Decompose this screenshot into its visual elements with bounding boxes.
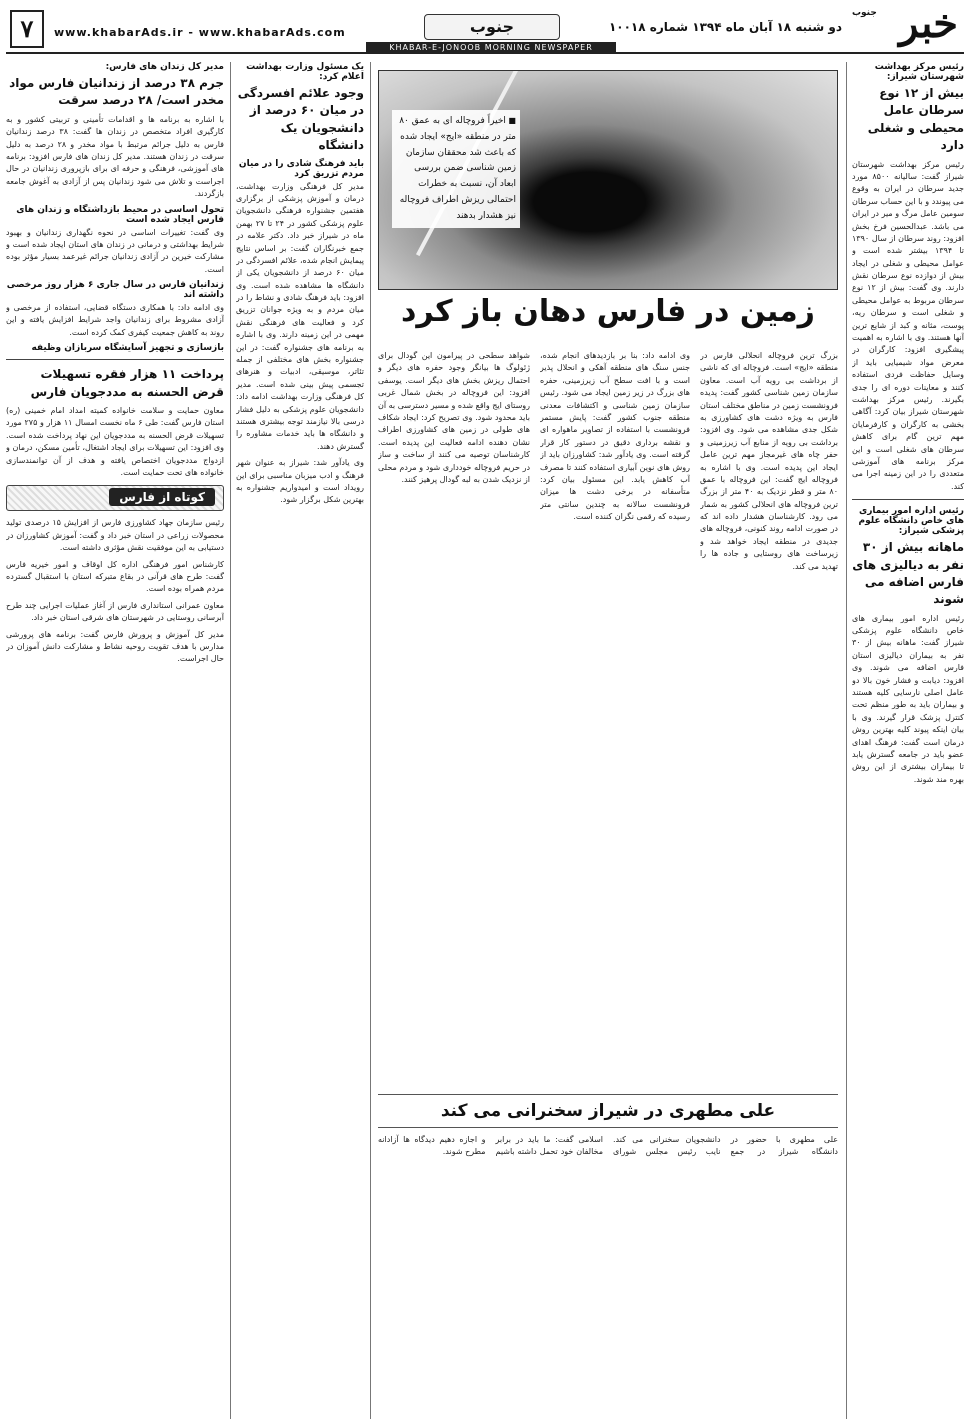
lead-body: شواهد سطحی در پیرامون این گودال برای ژئولوگ ها بیانگر وجود حفره های دیگر و احتمال ریزش بخش های دیگر است. یوسفی افزود: این فروچاله در بخش شمال غربی روستای ایج واقع شده و مسیر دسترسی به آن باید محدود شود. وی تصریح کرد: ایجاد شکاف های طولی در زمین های کشاورزی اطراف نشان دهنده ادامه فعالیت این پدیده است. کارشناسان توصیه می کنند از ساخت و ساز در حریم فروچاله خودداری شود و مردم محلی از نزدیک شدن به لبه گودال پرهیز کنند. bbox=[378, 351, 530, 484]
article-subhead: بازسازی و تجهیز آسایشگاه سربازان وظیفه bbox=[31, 343, 224, 354]
article-deck: باید فرهنگ شادی را در میان مردم تزریق کرد bbox=[238, 158, 364, 179]
article-body: علی مطهری با حضور در دانشگاه شیراز در جمع دانشجویان سخنرانی می کند. نایب رئیس مجلس شورای اسلامی گفت: ما باید در برابر مخالفان خود تحمل داشته باشیم و اجازه دهیم دیدگاه ها آزادانه مطرح شوند. bbox=[378, 1135, 838, 1157]
article-body: وی یادآور شد: شیراز به عنوان شهر فرهنگ و ادب میزبان مناسبی برای این رویداد است و امیدواریم جشنواره به بهترین شکل برگزار شود. bbox=[236, 458, 364, 505]
divider bbox=[6, 359, 224, 360]
article-kicker: یک مسئول وزارت بهداشت اعلام کرد: bbox=[246, 62, 364, 82]
divider bbox=[852, 499, 964, 500]
lead-column bbox=[378, 1134, 838, 1420]
article-subhead: زندانیان فارس در سال جاری ۶ هزار روز مرخصی داشته اند bbox=[6, 280, 224, 301]
photo-caption: ■ اخیراً فروچاله ای به عمق ۸۰ متر در منطقه «ایج» ایجاد شده که باعث شد محققان سازمان زمین شناسی ضمن بررسی ابعاد آن، نسبت به خطرات احتمالی ریزش اطراف فروچاله نیز هشدار بدهند bbox=[392, 110, 520, 228]
briefs-title: کوتاه از فارس bbox=[109, 488, 215, 506]
article-kicker: رئیس مرکز بهداشت شهرستان شیراز: bbox=[874, 62, 964, 82]
article-kicker: مدیر کل زندان های فارس: bbox=[105, 62, 224, 72]
logo-text: خبر bbox=[899, 0, 958, 47]
brief-item: کارشناس امور فرهنگی اداره کل اوقاف و امور خیریه فارس گفت: طرح های قرآنی در بقاع متبرکه استان با استقبال گسترده مردم همراه بوده است. bbox=[6, 559, 224, 594]
column-rule bbox=[230, 62, 231, 1419]
article-body: رئیس اداره امور بیماری های خاص دانشگاه علوم پزشکی شیراز گفت: ماهانه بیش از ۳۰ نفر به بیماران دیالیزی استان فارس اضافه می شوند. وی افزود: دیابت و فشار خون بالا دو عامل اصلی نارسایی کلیه هستند و بیماران باید به طور منظم تحت کنترل پزشک قرار گیرند. وی با بیان اینکه پیوند کلیه بهترین روش درمان است گفت: فرهنگ اهدای عضو باید در جامعه گسترش یابد تا بیماران بیشتری از این روش بهره مند شوند. bbox=[852, 613, 964, 784]
brief-item: رئیس سازمان جهاد کشاورزی فارس از افزایش ۱۵ درصدی تولید محصولات زراعی در استان خبر داد و گفت: آموزش کشاورزان در دستیابی به این موفقیت نقش مؤثری داشته است. bbox=[6, 518, 224, 553]
english-banner: KHABAR-E-JONOOB MORNING NEWSPAPER bbox=[366, 42, 616, 54]
column-rule bbox=[370, 62, 371, 1419]
article-body: رئیس مرکز بهداشت شهرستان شیراز گفت: سالیانه ۸۵۰۰ مورد جدید سرطان در ایران به وقوع می پیوندد و با این حساب سرطان سومین عامل مرگ و میر در ایران می باشد. عبدالحسین فرخ بخش افزود: روند سرطان از سال ۱۳۹۰ تا ۱۳۹۴ بیشتر شده است و عوامل محیطی و شغلی در ایجاد بیش از دوازده نوع سرطان نقش دارند. وی گفت: بیش از ۱۲ نوع سرطان مربوط به عوامل محیطی و شغلی است و سرطان ریه، پوست، مثانه و کبد از شایع ترین آنها هستند. وی با اشاره به اهمیت پیشگیری افزود: کارگران در معرض مواد شیمیایی باید از وسایل حفاظت فردی استفاده کنند و معاینات دوره ای را جدی بگیرند. رئیس مرکز بهداشت شهرستان شیراز بیان کرد: آگاهی بخشی به کارگران و کارفرمایان مهم ترین گام برای کاهش سرطان های شغلی است و این مرکز برنامه های آموزشی متعددی را در این زمینه اجرا می کند. bbox=[852, 159, 964, 491]
column-rule bbox=[846, 62, 847, 1419]
newspaper-logo[interactable] bbox=[850, 0, 962, 52]
article-kicker: رئیس اداره امور بیماری های خاص دانشگاه علوم پزشکی شیراز: bbox=[858, 506, 964, 537]
health-column bbox=[236, 62, 364, 1414]
article-body: معاون حمایت و سلامت خانواده کمیته امداد امام خمینی (ره) استان فارس گفت: طی ۶ ماه نخست امسال ۱۱ هزار و ۲۷۵ مورد تسهیلات قرض الحسنه به مددجویان این نهاد پرداخت شده است. وی افزود: این تسهیلات برای ایجاد اشتغال، تأمین مسکن، درمان و ازدواج مددجویان اختصاص یافته و هدف از آن توانمندسازی خانواده های تحت حمایت است. bbox=[6, 406, 224, 477]
page-number: ۷ bbox=[10, 10, 44, 48]
website-url[interactable]: www.khabarAds.ir - www.khabarAds.com bbox=[54, 26, 346, 39]
article-headline[interactable]: پرداخت ۱۱ هزار فقره تسهیلات قرض الحسنه به مددجویان فارس bbox=[30, 367, 224, 399]
lead-body: بزرگ ترین فروچاله انحلالی فارس در منطقه «ایج» است. فروچاله ای که ناشی از برداشت بی رویه آب است. معاون سازمان زمین شناسی کشور گفت: پدیده فرونشست زمین در مناطق مختلف استان فارس به ویژه دشت های کشاورزی به شکل جدی مشاهده می شود. وی افزود: برداشت بی رویه از منابع آب زیرزمینی و حفر چاه های غیرمجاز مهم ترین عامل ایجاد این پدیده است. وی با اشاره به فروچاله ایج گفت: این فروچاله با عمق ۸۰ متر و قطر نزدیک به ۴۰ متر از بزرگ ترین فروچاله های انحلالی کشور به شمار می رود. کارشناسان هشدار داده اند که در صورت ادامه روند کنونی، فروچاله های جدیدی در منطقه ایجاد خواهد شد و زیرساخت های روستایی و جاده ها را تهدید می کند. bbox=[700, 351, 838, 571]
brief-item: مدیر کل آموزش و پرورش فارس گفت: برنامه های پرورشی مدارس با هدف تقویت روحیه نشاط و مشارکت دانش آموزان در حال اجراست. bbox=[6, 629, 224, 664]
right-column bbox=[852, 62, 964, 1414]
briefs-banner bbox=[6, 485, 224, 511]
article-headline[interactable]: علی مطهری در شیراز سخنرانی می کند bbox=[378, 1094, 838, 1128]
lead-body: وی ادامه داد: بنا بر بازدیدهای انجام شده، جنس سنگ های منطقه آهکی و انحلال پذیر است و با افت سطح آب زیرزمینی، حفره های بزرگ در زیر زمین ایجاد می شود. رئیس سازمان زمین شناسی و اکتشافات معدنی منطقه جنوب کشور گفت: پایش مستمر فرونشست با استفاده از تصاویر ماهواره ای و نقشه برداری دقیق در دستور کار قرار گرفته است. وی یادآور شد: کشاورزان باید از روش های نوین آبیاری استفاده کنند تا مصرف آب کاهش یابد. این مسئول بیان کرد: متأسفانه در برخی دشت ها میزان فرونشست سالانه به چندین سانتی متر رسیده که رقمی نگران کننده است. bbox=[540, 351, 690, 522]
lead-column bbox=[540, 350, 690, 1090]
article-headline[interactable]: ماهانه بیش از ۳۰ نفر به دیالیزی های فارس اضافه می شوند bbox=[852, 540, 964, 607]
article-subhead: تحول اساسی در محیط بازداشتگاه و زندان های فارس ایجاد شده است bbox=[16, 204, 224, 225]
section-title: جنوب bbox=[424, 14, 560, 40]
masthead bbox=[6, 0, 964, 54]
issue-dateline: دو شنبه ۱۸ آبان ماه ۱۳۹۴ شماره ۱۰۰۱۸ bbox=[608, 20, 842, 34]
article-headline[interactable]: بیش از ۱۲ نوع سرطان عامل محیطی و شغلی دارد bbox=[867, 86, 964, 153]
article-body: با اشاره به برنامه ها و اقدامات تأمینی و تربیتی کشور و به کارگیری افراد متخصص در زندان ها گفت: ۳۸ درصد زندانیان فارس به دلیل جرائم مرتبط با مواد مخدر و ۲۸ درصد به دلیل سرقت در زندان هستند. مدیر کل زندان های فارس افزود: برنامه های آموزشی، فرهنگی و حرفه ای برای بازپروری زندانیان در حال اجراست و تلاش می شود زندانیان پس از آزادی به آغوش جامعه بازگردند. bbox=[6, 114, 224, 199]
article-headline[interactable]: وجود علائم افسردگی در میان ۶۰ درصد از دانشجویان یک دانشگاه bbox=[237, 86, 364, 153]
lead-column bbox=[378, 350, 530, 1090]
article-headline[interactable]: جرم ۳۸ درصد از زندانیان فارس مواد مخدر است/ ۲۸ درصد سرقت bbox=[9, 76, 224, 108]
logo-subtitle: جنوب bbox=[852, 8, 877, 18]
lead-column bbox=[700, 350, 838, 1090]
article-body: وی ادامه داد: با همکاری دستگاه قضایی، استفاده از مرخصی و آزادی مشروط برای زندانیان واجد شرایط افزایش یافته و این روند به کاهش جمعیت کیفری کمک کرده است. bbox=[6, 303, 224, 337]
lead-headline[interactable]: زمین در فارس دهان باز کرد bbox=[401, 294, 815, 329]
article-body: وی گفت: تغییرات اساسی در نحوه نگهداری زندانیان و بهبود شرایط بهداشتی و درمانی در زندان های استان ایجاد شده است و مشارکت خیرین در آزادی زندانیان جرائم غیرعمد بسیار مؤثر بوده است. bbox=[6, 227, 224, 274]
article-body: مدیر کل فرهنگی وزارت بهداشت، درمان و آموزش پزشکی از برگزاری هفتمین جشنواره فرهنگی دانشجویان علوم پزشکی کشور در ۲۴ تا ۲۷ بهمن ماه در شیراز خبر داد. دکتر علامه در جمع خبرنگاران گفت: بر اساس نتایج پیمایش انجام شده، علائم افسردگی در میان ۶۰ درصد از دانشجویان یکی از دانشگاه ها مشاهده شده است. وی افزود: باید فرهنگ شادی و نشاط را در میان مردم و به ویژه جوانان تزریق کرد و فعالیت های فرهنگی نقش مهمی در این زمینه دارند. وی با اشاره به برنامه های جشنواره گفت: در این جشنواره بخش های مختلفی از جمله تئاتر، موسیقی، ادبیات و هنرهای تجسمی پیش بینی شده است. مدیر کل فرهنگی وزارت بهداشت ادامه داد: دانشجویان علوم پزشکی به دلیل فشار درسی بالا نیازمند توجه بیشتری هستند و دانشگاه ها باید خدمات مشاوره را گسترش دهند. bbox=[236, 181, 364, 451]
brief-item: معاون عمرانی استانداری فارس از آغاز عملیات اجرایی چند طرح آبرسانی روستایی در شهرستان های شرقی استان خبر داد. bbox=[6, 600, 224, 623]
left-column bbox=[6, 62, 224, 1414]
